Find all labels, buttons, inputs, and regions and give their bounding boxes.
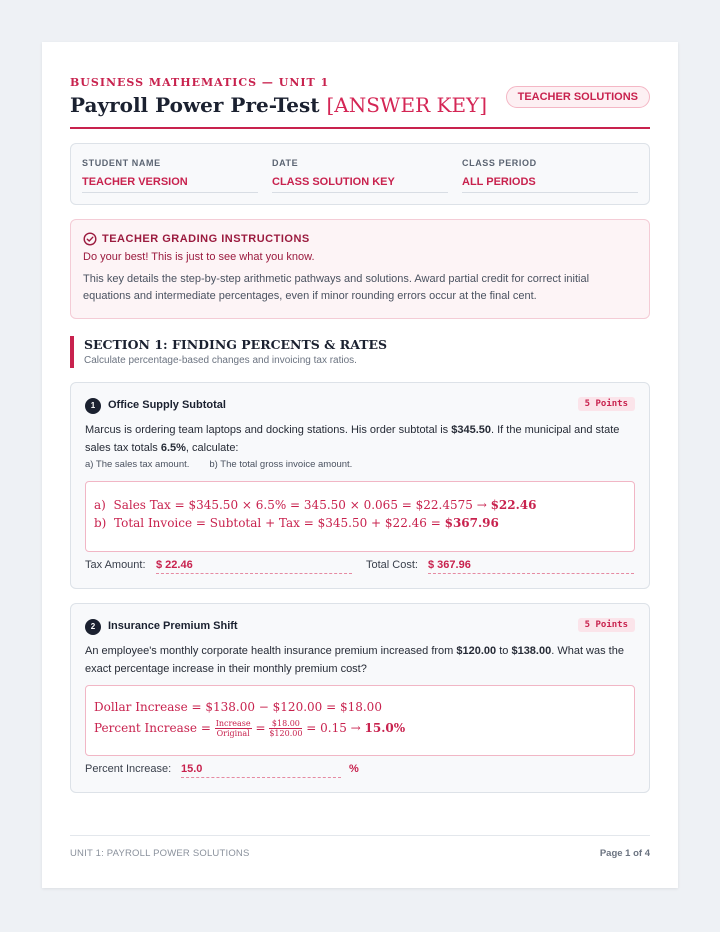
- tax-amount-answer[interactable]: $ 22.46: [156, 559, 352, 574]
- header-divider: [70, 127, 650, 129]
- teacher-solutions-badge: TEACHER SOLUTIONS: [506, 86, 650, 108]
- section-accent-bar: [70, 336, 74, 368]
- total-cost-answer[interactable]: $ 367.96: [428, 559, 634, 574]
- percent-unit: %: [349, 763, 359, 775]
- question-text-part: An employee's monthly corporate health insurance premium increased from: [85, 645, 457, 657]
- question-parts: [85, 459, 372, 470]
- fraction-denominator: $120.00: [269, 729, 303, 738]
- question-text: [85, 642, 635, 678]
- fraction: [269, 719, 302, 738]
- fraction: [215, 719, 252, 738]
- unit-kicker: BUSINESS MATHEMATICS — UNIT 1: [70, 76, 330, 89]
- solution-result: 15.0%: [364, 721, 406, 735]
- percent-increase-label: Percent Increase:: [85, 763, 172, 775]
- title-text: Payroll Power Pre-Test: [70, 93, 320, 117]
- question-text-part: to: [496, 645, 512, 657]
- solution-result: $22.46: [490, 498, 537, 512]
- question-card-2: [70, 603, 650, 793]
- solution-label: b): [94, 516, 107, 530]
- student-info-panel: [70, 143, 650, 205]
- part-a-text: a) The sales tax amount.: [85, 459, 190, 470]
- instructions-body: This key details the step-by-step arithmetic pathways and solutions. Award partial credit for correct initial equations and intermediate percentages, even if minor rounding errors occur at the final cent.: [83, 273, 590, 302]
- date-field: [272, 158, 448, 193]
- instructions-title: TEACHER GRADING INSTRUCTIONS: [102, 233, 310, 245]
- section-1-title: SECTION 1: FINDING PERCENTS & RATES: [84, 337, 388, 352]
- solution-line-b: Percent Increase = $\frac{\text{Increase}}{\text{Original}}$ = $\frac{\$18.00}{\$120.00} = 0.15 \to 15.0\%$: [94, 719, 406, 738]
- section-1-header: [70, 336, 650, 368]
- question-number: 2: [85, 619, 101, 635]
- question-number: 1: [85, 398, 101, 414]
- original-premium: $120.00: [456, 645, 497, 657]
- solution-label: a): [94, 498, 106, 512]
- question-text-part: Marcus is ordering team laptops and docking stations. His order subtotal is: [85, 424, 452, 436]
- section-1-description: Calculate percentage-based changes and invoicing tax ratios.: [84, 355, 357, 366]
- footer-divider: [70, 835, 650, 836]
- fraction-denominator: Original: [216, 729, 250, 738]
- student-name-value[interactable]: TEACHER VERSION: [82, 176, 258, 193]
- solution-result: $367.96: [444, 516, 499, 530]
- worked-solution-box: [85, 481, 635, 552]
- percent-increase-answer[interactable]: 15.0: [181, 763, 341, 778]
- footer-unit-label: UNIT 1: PAYROLL POWER SOLUTIONS: [70, 848, 250, 859]
- class-period-field: [462, 158, 638, 193]
- tax-amount-label: Tax Amount:: [85, 559, 146, 571]
- tax-rate: 6.5%: [160, 442, 186, 454]
- date-value[interactable]: CLASS SOLUTION KEY: [272, 176, 448, 193]
- solution-line-a: [94, 498, 537, 512]
- worksheet-page: [42, 42, 678, 888]
- fraction-numerator: $18.00: [269, 719, 302, 729]
- solution-equation: Percent Increase =: [94, 721, 215, 735]
- question-text-part: . If the municipal and state sales tax totals: [85, 424, 620, 454]
- new-premium: $138.00: [511, 645, 552, 657]
- fraction-numerator: Increase: [215, 719, 251, 728]
- solution-equation: = 0.15 →: [306, 721, 365, 735]
- instructions-header: [83, 232, 310, 246]
- total-cost-label: Total Cost:: [366, 559, 418, 571]
- class-period-label: CLASS PERIOD: [462, 158, 537, 168]
- page-title: [70, 93, 487, 117]
- solution-line-a: Dollar Increase = $138.00 − $120.00 = $18.00: [94, 700, 382, 714]
- instructions-subtitle: Do your best! This is just to see what you know.: [83, 251, 315, 263]
- worked-solution-box: [85, 685, 635, 756]
- solution-equation: Total Invoice = Subtotal + Tax = $345.50 + $22.46 =: [114, 516, 445, 530]
- page-number: Page 1 of 4: [599, 848, 650, 859]
- question-title: Office Supply Subtotal: [108, 399, 226, 411]
- student-name-label: STUDENT NAME: [82, 158, 161, 168]
- class-period-value[interactable]: ALL PERIODS: [462, 176, 638, 193]
- part-b-text: b) The total gross invoice amount.: [209, 459, 353, 470]
- student-name-field: [82, 158, 258, 193]
- solution-line-b: [94, 516, 499, 530]
- grading-instructions-box: [70, 219, 650, 319]
- points-badge: 5 Points: [578, 397, 635, 411]
- subtotal-amount: $345.50: [451, 424, 491, 436]
- solution-equation: Sales Tax = $345.50 × 6.5% = 345.50 × 0.065 = $22.4575 →: [113, 498, 491, 512]
- question-text: [85, 421, 635, 457]
- points-badge: 5 Points: [578, 618, 635, 632]
- answer-key-label: [ANSWER KEY]: [326, 93, 488, 117]
- question-text-part: . What was the exact percentage increase in their monthly premium cost?: [85, 645, 624, 675]
- check-circle-icon: [83, 232, 97, 246]
- question-card-1: [70, 382, 650, 589]
- question-text-part: , calculate:: [185, 442, 239, 454]
- question-title: Insurance Premium Shift: [108, 620, 238, 632]
- date-label: DATE: [272, 158, 299, 168]
